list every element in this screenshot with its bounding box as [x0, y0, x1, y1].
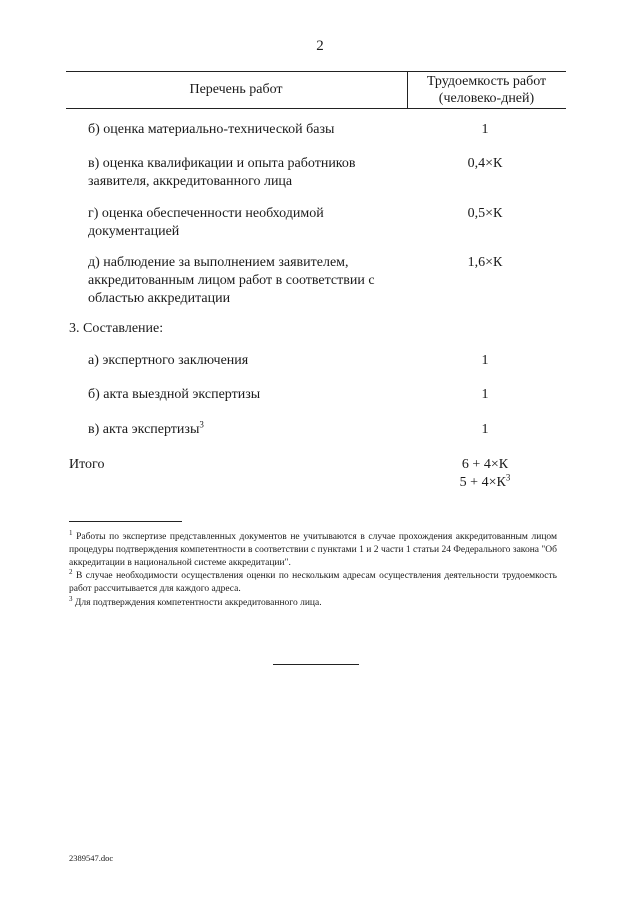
- row-text-line: в) оценка квалификации и опыта работников: [88, 156, 356, 171]
- row-text-line: аккредитованным лицом работ в соответствии с: [88, 273, 375, 288]
- footnote: [69, 567, 558, 596]
- footnote-mark: 2: [69, 567, 73, 576]
- row-text-line: заявителя, аккредитованного лица: [88, 174, 293, 189]
- table-row: [88, 205, 408, 241]
- footnote-mark: 3: [69, 594, 73, 603]
- total-value-line1: 6 + 4×К: [461, 457, 509, 472]
- table-header-top-line: [66, 71, 566, 72]
- list-item-text: в) акта экспертизы: [88, 422, 200, 437]
- row-text-line: документацией: [88, 224, 180, 239]
- table-header-bottom-line: [66, 108, 566, 109]
- footnote-ref: 3: [505, 472, 511, 483]
- footnote-text: Работы по экспертизе представленных документов не учитываются в случае прохождения аккредитованным лицом процедуры подтверждения компетентности в соответствии с пунктами 1 и 2 части 1 статьи 24 Федерального закона "Об аккредитации в национальной системе аккредитации".: [69, 532, 557, 568]
- row-value: 1: [481, 353, 489, 368]
- footnote-mark: 1: [69, 528, 73, 537]
- row-value: 1: [481, 122, 489, 137]
- row-value: 1,6×К: [467, 255, 503, 270]
- list-item: б) акта выездной экспертизы: [88, 387, 261, 402]
- footnote: [69, 528, 557, 570]
- row-value: 0,4×К: [467, 156, 503, 171]
- header-labor-line1: Трудоемкость работ: [426, 74, 547, 89]
- table-row: [88, 155, 408, 191]
- total-value-line2: $5 + 4\times К^3$: [459, 472, 511, 490]
- footnote-ref: 3: [199, 419, 204, 430]
- table-row: [88, 121, 408, 139]
- list-item: а) экспертного заключения: [88, 353, 249, 368]
- row-value: 1: [481, 387, 489, 402]
- document-id: 2389547.doc: [69, 853, 114, 863]
- page-number: 2: [316, 38, 324, 54]
- row-value: 0,5×К: [467, 206, 503, 221]
- row-value: 1: [481, 422, 489, 437]
- header-labor-line2: (человеко-дней): [438, 91, 535, 106]
- header-labor: [407, 73, 566, 107]
- footnote: [69, 594, 557, 610]
- table-row: [88, 254, 418, 308]
- total-value: [410, 456, 560, 492]
- row-text-line: областью аккредитации: [88, 291, 231, 306]
- footnote-separator: [69, 521, 182, 522]
- row-text-line: г) оценка обеспеченности необходимой: [88, 206, 324, 221]
- header-work-list: Перечень работ: [189, 82, 283, 97]
- section-title: 3. Составление:: [69, 321, 164, 336]
- footnote-text: В случае необходимости осуществления оценки по нескольким адресам осуществления деятельности трудоемкость работ рассчитывается для каждого адреса.: [69, 571, 558, 594]
- row-text-line: д) наблюдение за выполнением заявителем,: [88, 255, 349, 270]
- end-rule: [273, 664, 359, 665]
- footnote-text: Для подтверждения компетентности аккредитованного лица.: [74, 598, 322, 608]
- row-text-line: б) оценка материально-технической базы: [88, 122, 335, 137]
- total-label: Итого: [69, 457, 105, 472]
- list-item: [88, 421, 204, 439]
